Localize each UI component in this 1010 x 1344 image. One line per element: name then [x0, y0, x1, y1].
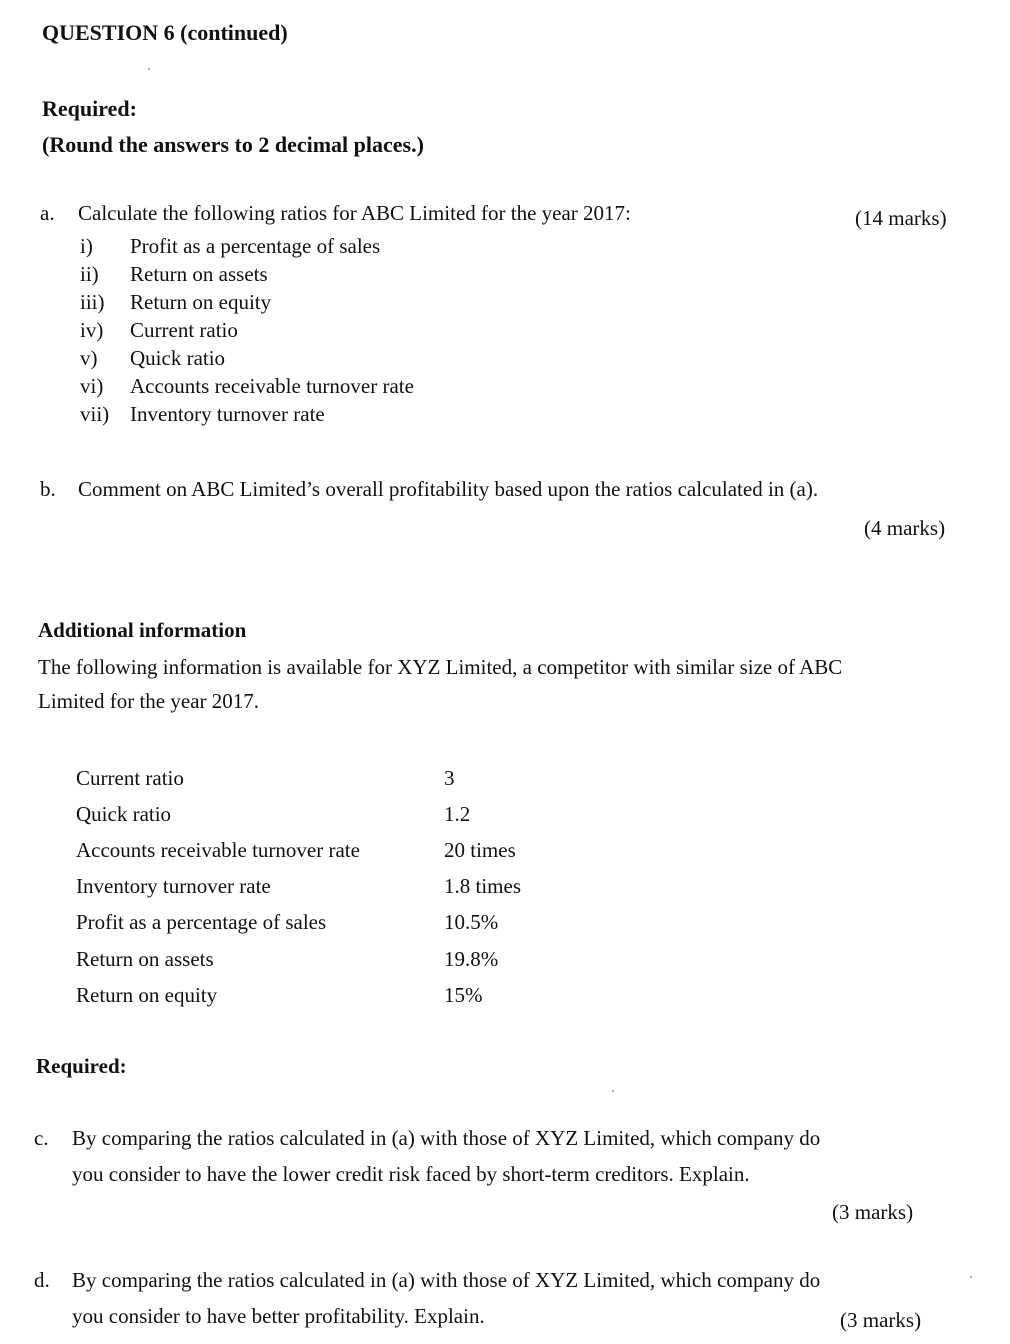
part-b-text: Comment on ABC Limited’s overall profitability based upon the ratios calculated in (a).: [78, 477, 819, 501]
xyz-ratio-table: [76, 760, 584, 1013]
scan-speck: [148, 68, 150, 70]
list-item-label: Accounts receivable turnover rate: [130, 374, 414, 398]
ratio-name: Return on assets: [76, 946, 214, 971]
ratio-name: Current ratio: [76, 765, 184, 790]
list-item: [80, 316, 414, 344]
ratio-name: Quick ratio: [76, 801, 172, 826]
list-item-number: v): [80, 346, 98, 370]
scan-speck: [970, 1276, 972, 1278]
ratio-value: 3: [444, 765, 455, 790]
required-heading-1: Required:: [42, 96, 137, 121]
part-a-text: Calculate the following ratios for ABC Limited for the year 2017:: [78, 201, 631, 225]
additional-info-heading: Additional information: [38, 618, 247, 642]
list-item: [80, 260, 414, 288]
part-b-letter: b.: [40, 477, 56, 501]
list-item-label: Inventory turnover rate: [130, 402, 325, 426]
table-row: [76, 905, 584, 941]
list-item: [80, 232, 414, 260]
list-item-number: vii): [80, 402, 110, 426]
list-item-label: Profit as a percentage of sales: [130, 234, 381, 258]
part-d-marks: (3 marks): [840, 1308, 922, 1332]
part-c-line-2: you consider to have the lower credit risk faced by short-term creditors. Explain.: [72, 1162, 750, 1186]
ratio-name: Return on equity: [76, 982, 218, 1007]
list-item-number: i): [80, 234, 93, 258]
list-item-number: ii): [80, 262, 99, 286]
ratio-name: Accounts receivable turnover rate: [76, 837, 360, 862]
list-item: [80, 288, 414, 316]
ratio-value: 1.8 times: [444, 874, 521, 899]
list-item-number: vi): [80, 374, 104, 398]
rounding-note: (Round the answers to 2 decimal places.): [42, 132, 424, 157]
list-item-label: Return on equity: [130, 290, 272, 314]
table-row: [76, 760, 584, 796]
ratio-value: 1.2: [444, 801, 471, 826]
additional-info-line-2: Limited for the year 2017.: [38, 689, 260, 713]
ratio-value: 15%: [444, 982, 483, 1007]
part-c-line-1: By comparing the ratios calculated in (a) with those of XYZ Limited, which company do: [72, 1126, 821, 1150]
part-a-marks: (14 marks): [855, 206, 947, 230]
part-d-line-1: By comparing the ratios calculated in (a) with those of XYZ Limited, which company do: [72, 1268, 821, 1292]
ratio-value: 10.5%: [444, 910, 499, 935]
table-row: [76, 796, 584, 832]
table-row: [76, 977, 584, 1013]
list-item: [80, 400, 414, 428]
list-item-label: Quick ratio: [130, 346, 226, 370]
list-item: [80, 344, 414, 372]
scan-speck: [612, 1090, 614, 1092]
question-title: QUESTION 6 (continued): [42, 20, 288, 45]
list-item-label: Current ratio: [130, 318, 238, 342]
ratio-value: 19.8%: [444, 946, 499, 971]
additional-info-line-1: The following information is available for XYZ Limited, a competitor with similar size of ABC: [38, 655, 843, 679]
table-row: [76, 941, 584, 977]
part-d-letter: d.: [34, 1268, 50, 1292]
part-a-letter: a.: [40, 201, 55, 225]
list-item-number: iv): [80, 318, 104, 342]
ratio-list: [80, 232, 414, 428]
table-row: [76, 832, 584, 868]
part-b-marks: (4 marks): [864, 516, 946, 540]
list-item-number: iii): [80, 290, 105, 314]
required-heading-2: Required:: [36, 1054, 127, 1078]
ratio-name: Inventory turnover rate: [76, 874, 271, 899]
list-item: [80, 372, 414, 400]
ratio-value: 20 times: [444, 837, 516, 862]
list-item-label: Return on assets: [130, 262, 268, 286]
part-d-line-2: you consider to have better profitability. Explain.: [72, 1304, 485, 1328]
ratio-name: Profit as a percentage of sales: [76, 910, 327, 935]
table-row: [76, 869, 584, 905]
part-c-marks: (3 marks): [832, 1200, 914, 1224]
part-c-letter: c.: [34, 1126, 49, 1150]
